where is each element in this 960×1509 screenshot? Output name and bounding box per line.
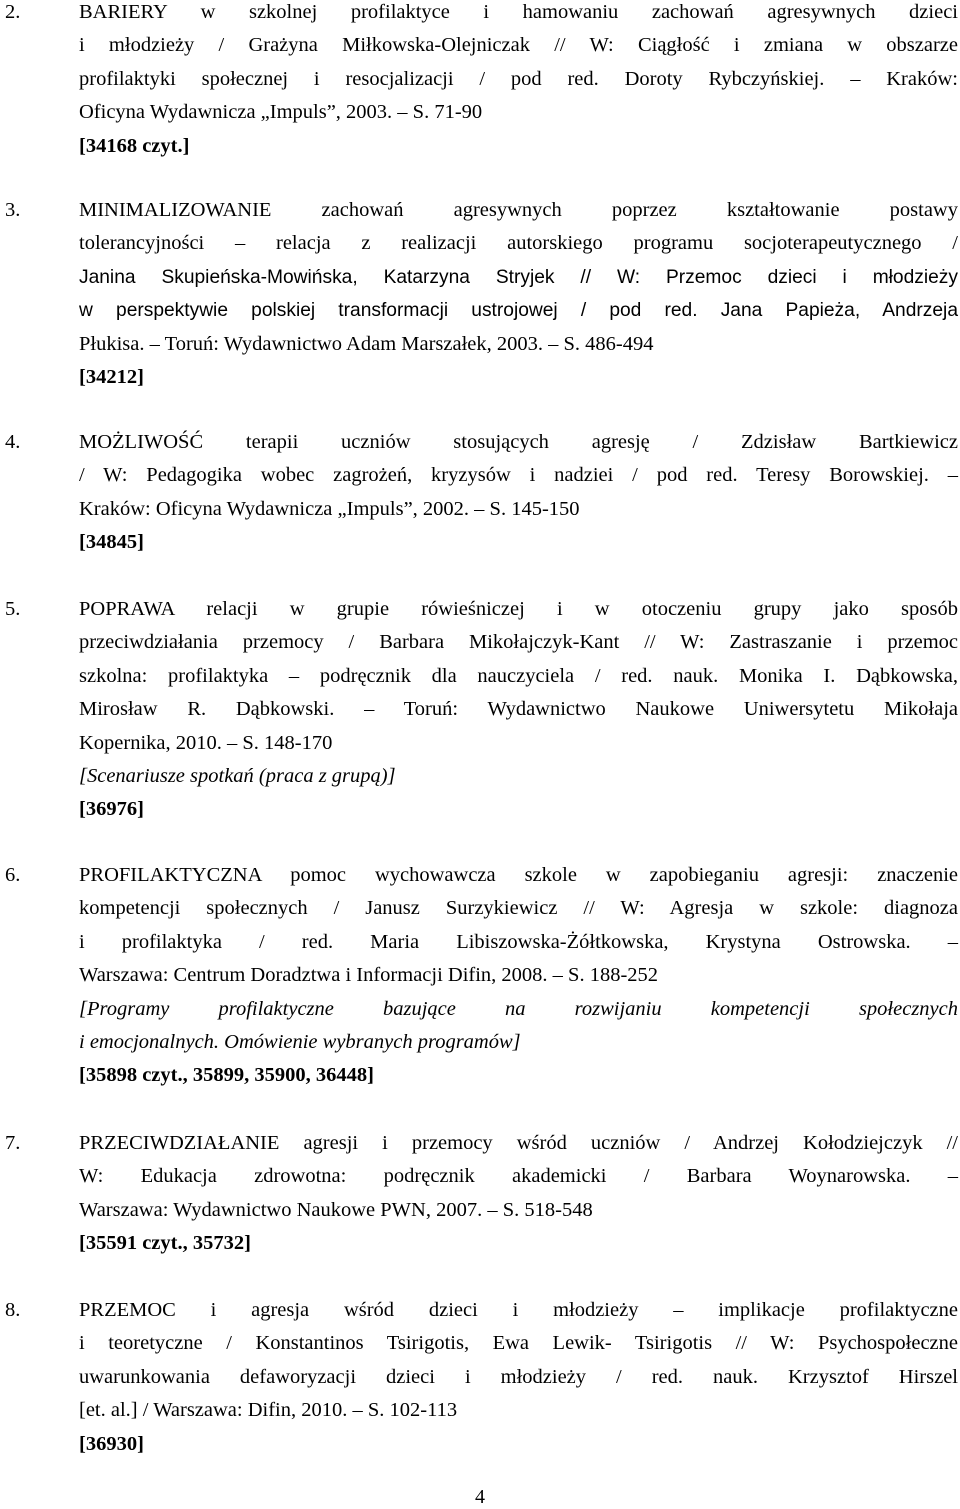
call-number: [36930] (79, 1432, 144, 1455)
entry-line: Warszawa: Centrum Doradztwa i Informacji Difin, 2008. – S. 188-252 (79, 964, 659, 987)
entry-note: i emocjonalnych. Omówienie wybranych programów] (79, 1031, 521, 1054)
entry-line: Mirosław R. Dąbkowski. – Toruń: Wydawnictwo Naukowe Uniwersytetu Mikołaja (79, 698, 958, 721)
page-number: 4 (475, 1486, 485, 1508)
entry-line: [et. al.] / Warszawa: Difin, 2010. – S. 102-113 (79, 1399, 458, 1422)
entry-line: tolerancyjności – relacja z realizacji autorskiego programu socjoterapeutycznego / (79, 232, 958, 255)
entry-body (79, 426, 958, 560)
entry-body (79, 194, 958, 394)
entry-body (79, 1127, 958, 1261)
entry-line: Kopernika, 2010. – S. 148-170 (79, 731, 333, 754)
entry-line: kompetencji społecznych / Janusz Surzykiewicz // W: Agresja w szkole: diagnoza (79, 897, 958, 920)
entry-line: i profilaktyka / red. Maria Libiszowska-Żółtkowska, Krystyna Ostrowska. – (79, 930, 958, 953)
entry-body (79, 1294, 958, 1461)
entry-line: MINIMALIZOWANIE zachowań agresywnych poprzez kształtowanie postawy (79, 199, 958, 221)
call-number: [35898 czyt., 35899, 35900, 36448] (79, 1064, 374, 1087)
entry-number: 5. (5, 598, 21, 620)
entry-line: szkolna: profilaktyka – podręcznik dla nauczyciela / red. nauk. Monika I. Dąbkowska, (79, 664, 958, 687)
entry-body (79, 0, 958, 163)
entry-line: profilaktyki społecznej i resocjalizacji / pod red. Doroty Rybczyńskiej. – Kraków: (79, 67, 958, 90)
entry-line: Warszawa: Wydawnictwo Naukowe PWN, 2007. – S. 518-548 (79, 1198, 593, 1221)
entry-number: 8. (5, 1299, 21, 1321)
entry-note: [Scenariusze spotkań (praca z grupą)] (79, 765, 396, 788)
entry-number: 4. (5, 431, 21, 453)
bib-entry-6 (0, 859, 958, 1093)
bib-entry-7 (0, 1127, 958, 1261)
entry-number: 6. (5, 864, 21, 886)
entry-number: 3. (5, 199, 21, 221)
call-number: [35591 czyt., 35732] (79, 1232, 251, 1255)
bib-entry-4 (0, 426, 958, 560)
entry-line: i teoretyczne / Konstantinos Tsirigotis, Ewa Lewik- Tsirigotis // W: Psychospołeczne (79, 1332, 958, 1355)
entry-line: uwarunkowania defaworyzacji dzieci i młodzieży / red. nauk. Krzysztof Hirszel (79, 1365, 958, 1388)
entry-number: 2. (5, 1, 21, 23)
call-number: [34212] (79, 366, 144, 389)
entry-line: POPRAWA relacji w grupie rówieśniczej i w otoczeniu grupy jako sposób (79, 598, 958, 620)
entry-line: MOŻLIWOŚĆ terapii uczniów stosujących agresję / Zdzisław Bartkiewicz (79, 431, 958, 453)
call-number: [34168 czyt.] (79, 134, 190, 157)
entry-line: PRZEMOC i agresja wśród dzieci i młodzieży – implikacje profilaktyczne (79, 1299, 958, 1321)
bib-entry-2 (0, 0, 958, 163)
entry-body (79, 593, 958, 827)
entry-line: W: Edukacja zdrowotna: podręcznik akademicki / Barbara Woynarowska. – (79, 1165, 958, 1188)
bib-entry-3 (0, 194, 958, 394)
call-number: [34845] (79, 531, 144, 554)
entry-body (79, 859, 958, 1093)
bib-entry-8 (0, 1294, 958, 1461)
entry-line: przeciwdziałania przemocy / Barbara Mikołajczyk-Kant // W: Zastraszanie i przemoc (79, 631, 958, 654)
entry-line: i młodzieży / Grażyna Miłkowska-Olejniczak // W: Ciągłość i zmiana w obszarze (79, 34, 958, 57)
call-number: [36976] (79, 798, 144, 821)
entry-number: 7. (5, 1132, 21, 1154)
bib-entry-5 (0, 593, 958, 827)
entry-line: Oficyna Wydawnicza „Impuls”, 2003. – S. 71-90 (79, 101, 483, 124)
entry-line: PROFILAKTYCZNA pomoc wychowawcza szkole w zapobieganiu agresji: znaczenie (79, 864, 958, 886)
entry-line: Płukisa. – Toruń: Wydawnictwo Adam Marszałek, 2003. – S. 486-494 (79, 332, 654, 355)
entry-line: BARIERY w szkolnej profilaktyce i hamowaniu zachowań agresywnych dzieci (79, 1, 958, 23)
entry-line: PRZECIWDZIAŁANIE agresji i przemocy wśród uczniów / Andrzej Kołodziejczyk // (79, 1132, 958, 1154)
entry-note: [Programy profilaktyczne bazujące na rozwijaniu kompetencji społecznych (79, 997, 958, 1020)
entry-line: w perspektywie polskiej transformacji ustrojowej / pod red. Jana Papieża, Andrzeja (79, 300, 958, 322)
entry-line: Janina Skupieńska-Mowińska, Katarzyna Stryjek // W: Przemoc dzieci i młodzieży (79, 266, 958, 288)
entry-line: Kraków: Oficyna Wydawnicza „Impuls”, 2002. – S. 145-150 (79, 497, 580, 520)
entry-line: / W: Pedagogika wobec zagrożeń, kryzysów i nadziei / pod red. Teresy Borowskiej. – (79, 464, 958, 487)
